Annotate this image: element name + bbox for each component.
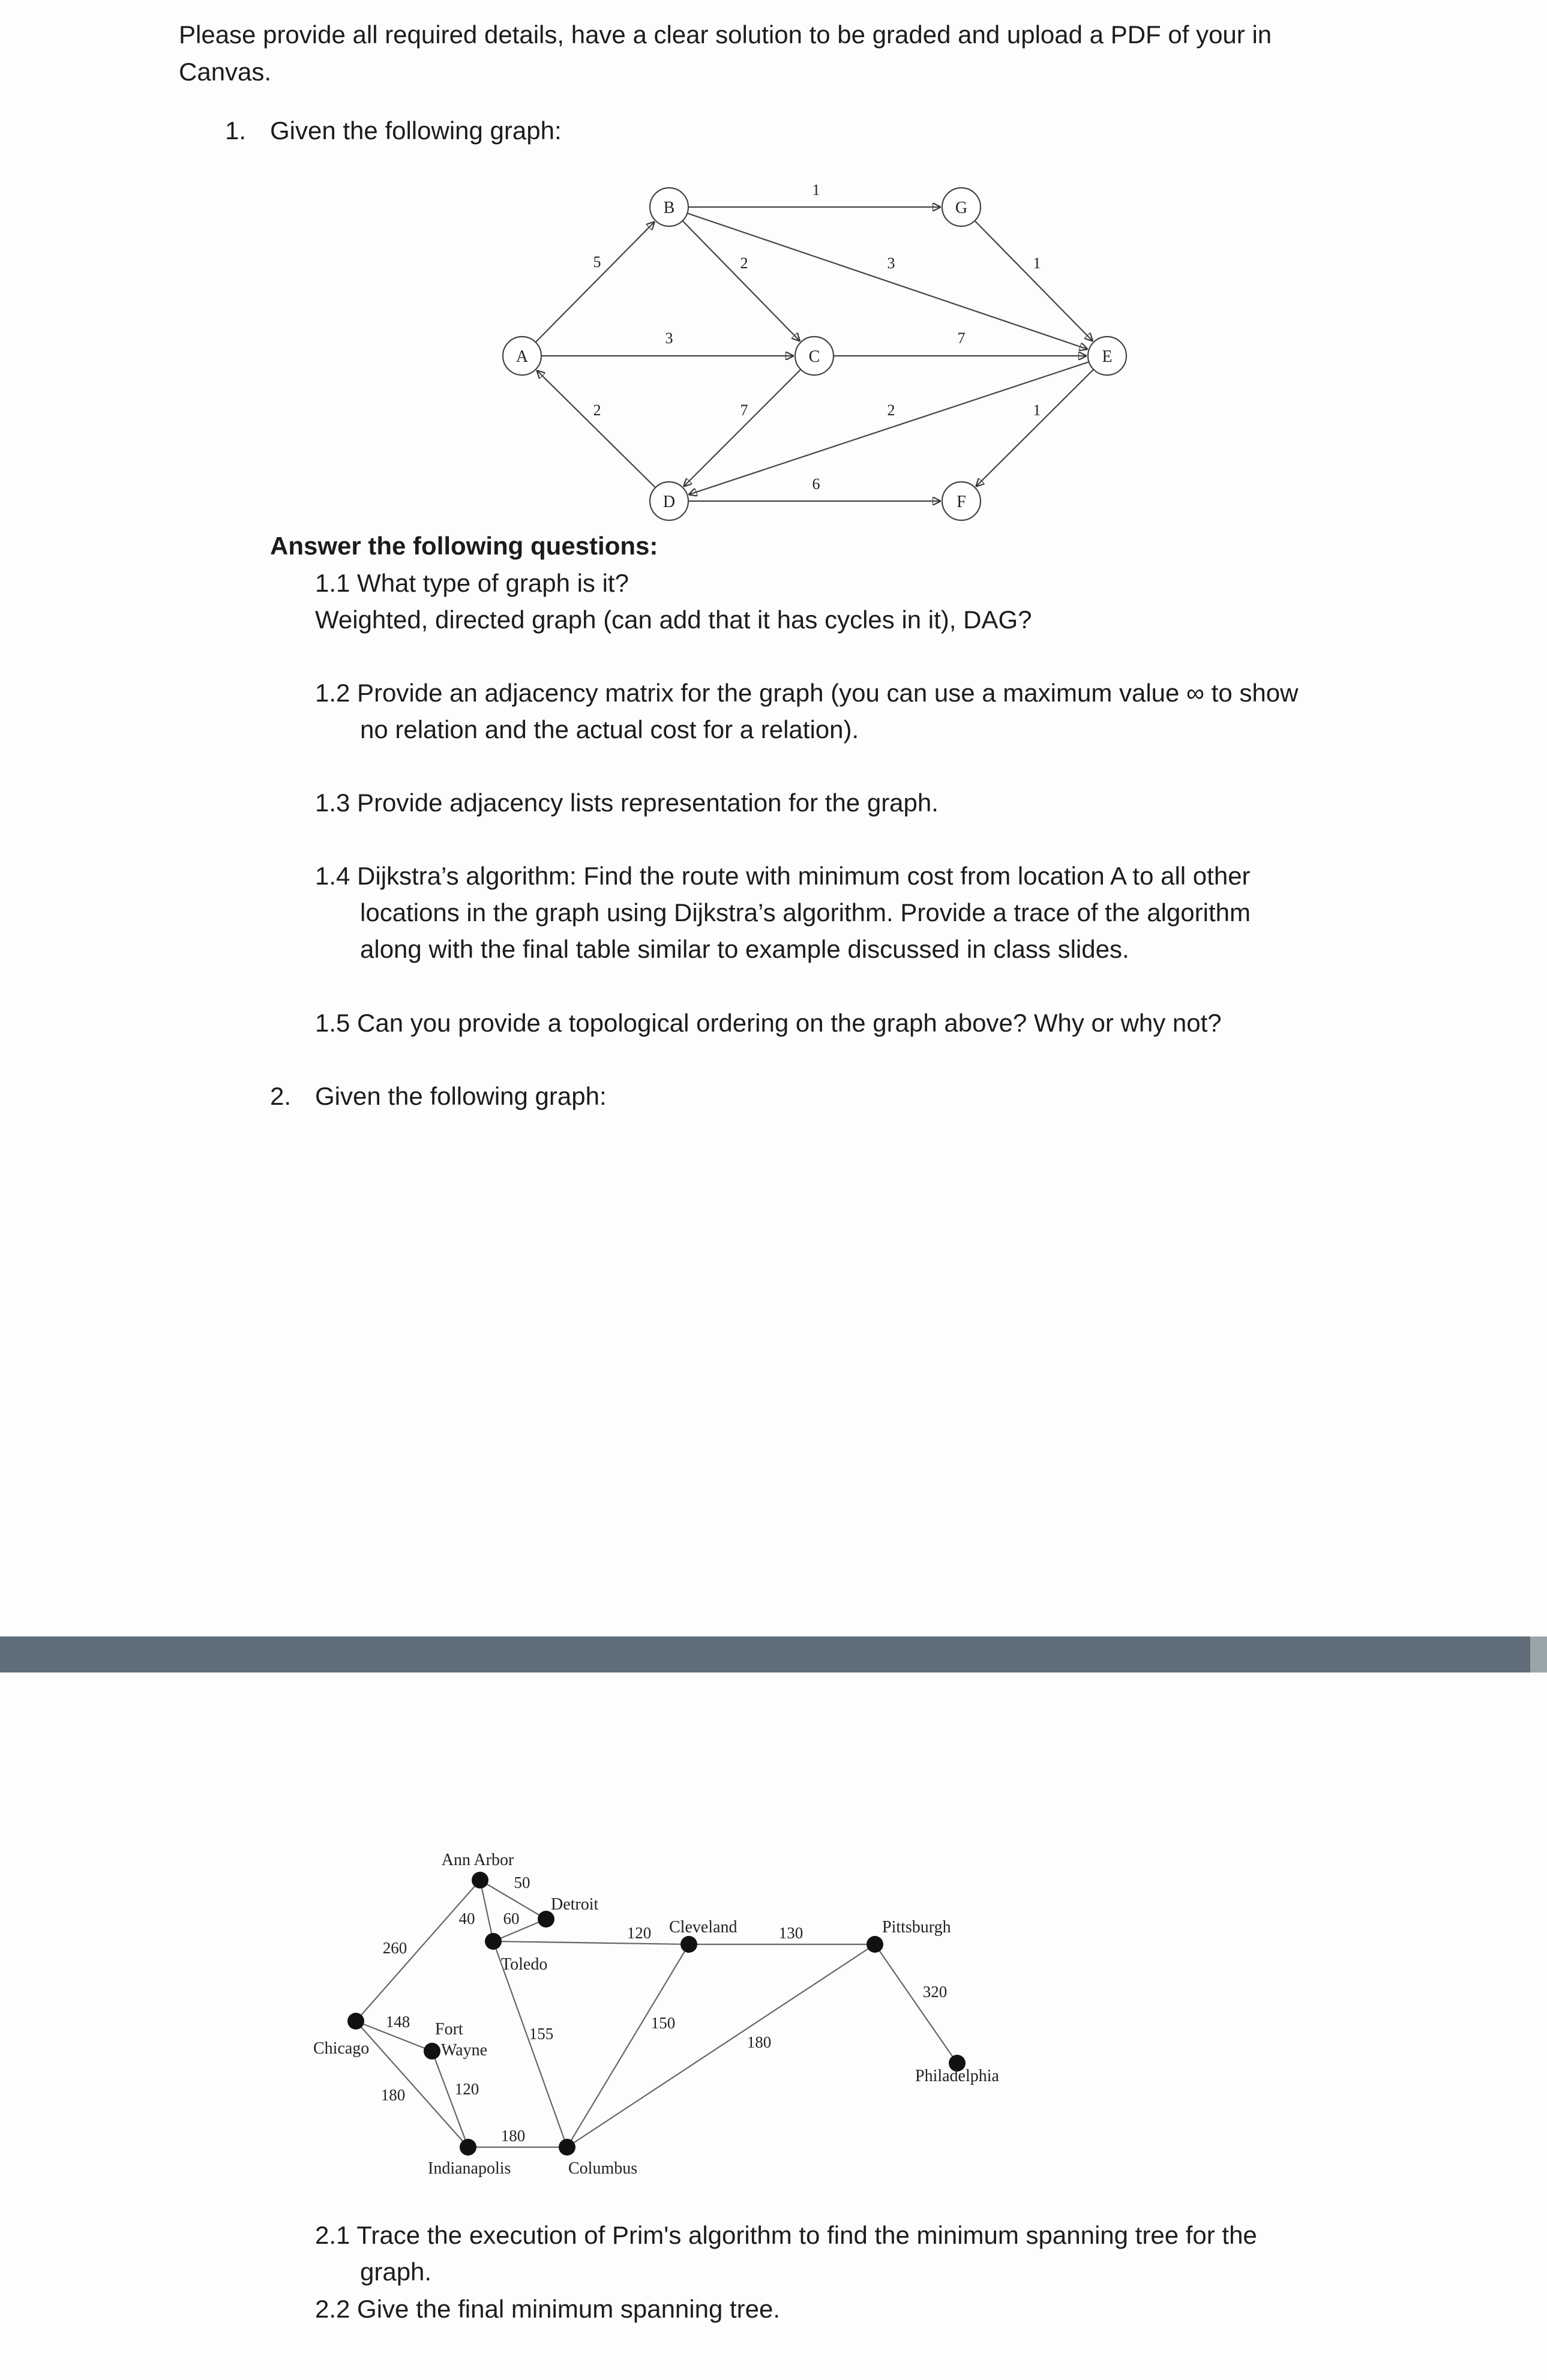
graph1-node-A	[503, 337, 541, 375]
graph2-label-Detroit: Detroit	[551, 1895, 599, 1914]
q1-1: 1.1 What type of graph is it?	[315, 569, 629, 597]
graph2-edge-Toledo-Cleveland	[493, 1941, 689, 1944]
graph1-node-C	[795, 337, 834, 375]
graph1-weight-A-B: 5	[593, 253, 601, 271]
q1-4-line-1: 1.4 Dijkstra’s algorithm: Find the route with minimum cost from location A to all other	[315, 862, 1251, 890]
graph2-node-FortWayne	[424, 2043, 440, 2060]
graph1-weight-E-F: 1	[1033, 401, 1041, 419]
graph2-edge-AnnArbor-Chicago	[356, 1880, 480, 2021]
graph1-edge-C-D	[683, 370, 801, 487]
graph2-weight-Pittsburgh-Philadelphia: 320	[922, 1983, 948, 2001]
graph2-label-AnnArbor: Ann Arbor	[441, 1851, 514, 1869]
graph2-label-Philadelphia: Philadelphia	[915, 2067, 999, 2085]
graph2-weight-Toledo-Cleveland: 120	[626, 1924, 652, 1942]
q2-prompt: Given the following graph:	[315, 1082, 607, 1110]
graph2-edge-Cleveland-Columbus	[567, 1944, 689, 2147]
graph1-edge-E-F	[976, 370, 1093, 487]
graph1-weight-B-G: 1	[812, 181, 820, 199]
q2-number: 2.	[270, 1082, 292, 1110]
graph2-weight-FortWayne-Indianapolis: 120	[454, 2080, 479, 2098]
q1-number: 1.	[225, 116, 247, 145]
q2-2: 2.2 Give the final minimum spanning tree.	[315, 2295, 781, 2323]
graph1-weight-B-C: 2	[740, 254, 748, 272]
answer-heading: Answer the following questions:	[270, 532, 658, 560]
q1-4-line-2: locations in the graph using Dijkstra’s algorithm. Provide a trace of the algorithm	[360, 898, 1251, 927]
graph1-edge-G-E	[975, 221, 1093, 341]
q2-1-line-1: 2.1 Trace the execution of Prim's algorithm to find the minimum spanning tree for the	[315, 2221, 1257, 2249]
graph1-node-D	[650, 482, 688, 520]
q1-prompt: Given the following graph:	[270, 116, 562, 145]
svg-text:A: A	[515, 347, 529, 366]
graph2-edge-Columbus-Pittsburgh	[567, 1944, 875, 2147]
graph1-weight-E-D: 2	[887, 401, 895, 419]
graph2-weight-Toledo-Columbus: 155	[529, 2025, 554, 2043]
graph1-weight-D-A: 2	[593, 401, 601, 419]
graph1-weight-A-C: 3	[665, 329, 673, 347]
graph2-edge-AnnArbor-Toledo	[480, 1880, 493, 1941]
graph2-edge-FortWayne-Indianapolis	[432, 2051, 468, 2147]
graph2-weight-Indianapolis-Columbus: 180	[500, 2127, 526, 2145]
graph1-edge-A-B	[535, 221, 655, 342]
graph2-weight-AnnArbor-Toledo: 40	[458, 1910, 475, 1928]
graph2-node-Toledo	[485, 1933, 502, 1950]
q1-3: 1.3 Provide adjacency lists representation for the graph.	[315, 789, 939, 817]
svg-text:G: G	[955, 199, 968, 217]
graph2-node-Columbus	[559, 2139, 575, 2156]
svg-text:F: F	[957, 493, 966, 511]
graph2-label-Cleveland: Cleveland	[669, 1918, 737, 1937]
graph2-node-Indianapolis	[460, 2139, 476, 2156]
graph1-edge-D-A	[536, 370, 655, 488]
graph1-node-G	[942, 188, 981, 226]
q2-1-line-2: graph.	[360, 2258, 432, 2286]
graph2-weight-Cleveland-Columbus: 150	[650, 2014, 676, 2032]
graph2-edge-Chicago-Indianapolis	[356, 2021, 468, 2147]
graph2-weight-Chicago-Indianapolis: 180	[380, 2086, 406, 2104]
graph1-edge-E-D	[688, 362, 1089, 494]
graph2-node-AnnArbor	[472, 1872, 488, 1889]
graph1-weight-B-E: 3	[887, 254, 895, 272]
graph2-label-Toledo: Toledo	[501, 1955, 548, 1974]
graph1-diagram	[0, 0, 1547, 540]
svg-text:C: C	[808, 347, 820, 366]
graph2-label-Columbus: Columbus	[568, 2159, 638, 2178]
svg-text:E: E	[1102, 347, 1113, 366]
instructions-line-1: Please provide all required details, have a clear solution to be graded and upload a PDF of your in	[179, 20, 1272, 49]
q1-5: 1.5 Can you provide a topological ordering on the graph above? Why or why not?	[315, 1009, 1222, 1037]
svg-text:B: B	[663, 199, 675, 217]
svg-text:D: D	[662, 493, 676, 511]
graph1-weight-D-F: 6	[812, 475, 820, 493]
graph1-node-B	[650, 188, 688, 226]
graph2-node-Pittsburgh	[867, 1936, 883, 1953]
q1-2-line-1: 1.2 Provide an adjacency matrix for the graph (you can use a maximum value ∞ to show	[315, 679, 1299, 707]
graph2-node-Cleveland	[680, 1936, 697, 1953]
q1-4-line-3: along with the final table similar to example discussed in class slides.	[360, 935, 1129, 963]
graph2-node-Chicago	[347, 2013, 364, 2030]
graph1-weight-C-D: 7	[740, 401, 748, 419]
graph2-label-FortWayne-line1: Fort	[435, 2020, 463, 2039]
graph2-edge-Pittsburgh-Philadelphia	[875, 1944, 957, 2063]
a1-1: Weighted, directed graph (can add that it has cycles in it), DAG?	[315, 606, 1032, 634]
graph1-weight-G-E: 1	[1033, 254, 1041, 272]
page-divider	[0, 1636, 1547, 1672]
graph1-edge-B-C	[682, 221, 800, 341]
graph2-diagram	[0, 1830, 1547, 2190]
graph2-weight-Chicago-FortWayne: 148	[385, 2013, 410, 2031]
graph1-weight-C-E: 7	[957, 329, 966, 347]
graph2-label-Chicago: Chicago	[313, 2039, 370, 2058]
graph2-edge-Detroit-Toledo	[493, 1919, 546, 1941]
graph2-label-FortWayne-line2: Wayne	[441, 2041, 488, 2060]
graph2-weight-Cleveland-Pittsburgh: 130	[778, 1924, 804, 1942]
graph2-weight-Detroit-Toledo: 60	[503, 1910, 520, 1928]
graph1-node-F	[942, 482, 981, 520]
page-divider-scroll-edge	[1530, 1636, 1547, 1672]
graph1-node-E	[1088, 337, 1126, 375]
instructions-line-2: Canvas.	[179, 58, 272, 86]
q1-2-line-2: no relation and the actual cost for a relation).	[360, 715, 859, 744]
graph2-weight-AnnArbor-Chicago: 260	[382, 1939, 407, 1957]
graph2-weight-Columbus-Pittsburgh: 180	[746, 2033, 772, 2051]
graph1-edge-B-E	[687, 213, 1088, 349]
graph2-label-Pittsburgh: Pittsburgh	[882, 1918, 951, 1937]
graph2-label-Indianapolis: Indianapolis	[428, 2159, 511, 2178]
graph2-weight-AnnArbor-Detroit: 50	[514, 1874, 530, 1892]
